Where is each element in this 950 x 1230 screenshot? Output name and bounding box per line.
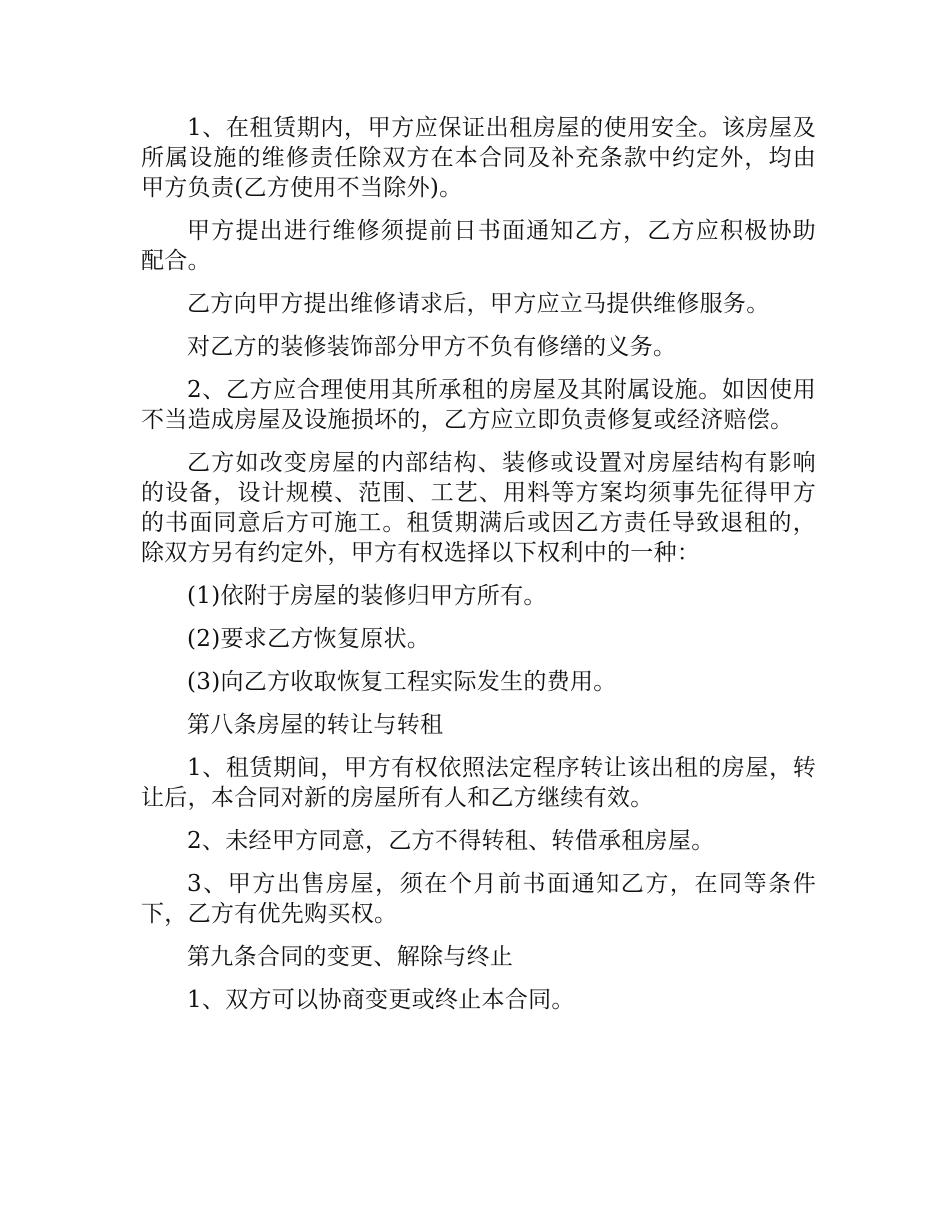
paragraph-12: 2、未经甲方同意，乙方不得转租、转借承租房屋。 xyxy=(187,828,715,854)
paragraph-6: 乙方如改变房屋的内部结构、装修或设置对房屋结构有影响的设备，设计规模、范围、工艺、用料等方案均须事先征得甲方的书面同意后方可施工。租赁期满后或因乙方责任导致退租的，除双方另有约定外，甲方有权选择以下权利中的一种： xyxy=(141,450,816,566)
document-body xyxy=(141,113,816,1028)
paragraph-15: 1、双方可以协商变更或终止本合同。 xyxy=(187,987,575,1013)
paragraph-1: 1、在租赁期内，甲方应保证出租房屋的使用安全。该房屋及所属设施的维修责任除双方在本合同及补充条款中约定外，均由甲方负责(乙方使用不当除外)。 xyxy=(141,115,816,201)
paragraph-9: (3)向乙方收取恢复工程实际发生的费用。 xyxy=(187,669,617,695)
paragraph-8: (2)要求乙方恢复原状。 xyxy=(187,626,431,652)
paragraph-3: 乙方向甲方提出维修请求后，甲方应立马提供维修服务。 xyxy=(187,291,770,317)
paragraph-2: 甲方提出进行维修须提前日书面通知乙方，乙方应积极协助配合。 xyxy=(141,218,816,274)
paragraph-7: (1)依附于房屋的装修归甲方所有。 xyxy=(187,583,547,609)
paragraph-4: 对乙方的装修装饰部分甲方不负有修缮的义务。 xyxy=(187,334,677,360)
paragraph-5: 2、乙方应合理使用其所承租的房屋及其附属设施。如因使用不当造成房屋及设施损坏的，乙方应立即负责修复或经济赔偿。 xyxy=(141,377,816,433)
section-heading-article-8: 第八条房屋的转让与转租 xyxy=(187,712,444,738)
paragraph-11: 1、租赁期间，甲方有权依照法定程序转让该出租的房屋，转让后，本合同对新的房屋所有人和乙方继续有效。 xyxy=(141,755,816,811)
paragraph-13: 3、甲方出售房屋，须在个月前书面通知乙方，在同等条件下，乙方有优先购买权。 xyxy=(141,871,816,927)
section-heading-article-9: 第九条合同的变更、解除与终止 xyxy=(187,944,514,970)
